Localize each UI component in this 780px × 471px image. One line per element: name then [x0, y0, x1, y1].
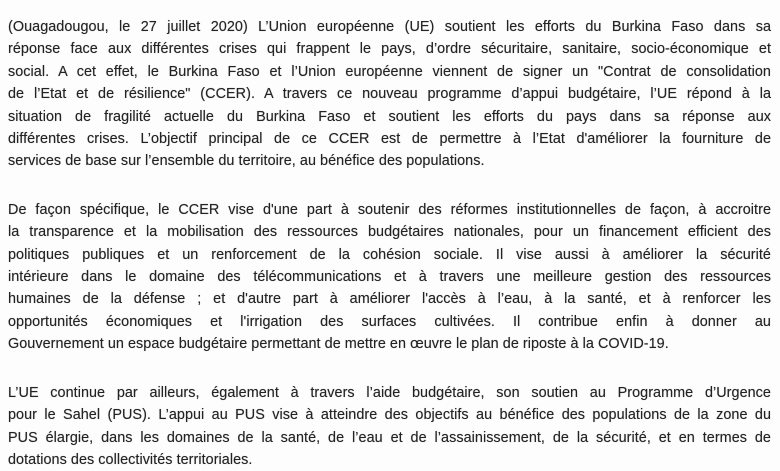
text-line: PUS élargie, dans les domaines de la santé, de l’eau et de l’assainissement, de la sécurité, et en termes de: [8, 429, 771, 446]
text-line: humaines de la défense ; et d'autre part à améliorer l'accès à l’eau, à la santé, et à renforcer les: [8, 291, 771, 308]
text-line: réponse face aux différentes crises qui frappent le pays, d’ordre sécuritaire, sanitaire, socio-économique et: [8, 41, 771, 58]
text-line: pour le Sahel (PUS). L’appui au PUS vise à atteindre des objectifs au bénéfice des populations de la zone du: [8, 407, 771, 424]
text-line: la transparence et la mobilisation des ressources budgétaires nationales, pour un financement efficient des: [8, 224, 771, 241]
text-line: opportunités économiques et l'irrigation des surfaces cultivées. Il contribue enfin à donner au: [8, 313, 771, 330]
paragraph-3: [8, 382, 771, 471]
text-line: (Ouagadougou, le 27 juillet 2020) L’Union européenne (UE) soutient les efforts du Burkina Faso dans sa: [8, 19, 771, 35]
text-line: différentes crises. L’objectif principal de ce CCER est de permettre à l’Etat d'améliorer la fourniture de: [8, 131, 771, 148]
text-line: intérieure dans le domaine des télécommunications et à travers une meilleure gestion des ressources: [8, 269, 771, 286]
paragraph-1: [8, 16, 771, 173]
text-line: situation de fragilité actuelle du Burkina Faso et soutient les efforts du pays dans sa réponse aux: [8, 108, 771, 125]
text-line: social. A cet effet, le Burkina Faso et l’Union européenne viennent de signer un "Contrat de consolidation: [8, 63, 771, 80]
document-text: [8, 16, 771, 471]
text-line: De façon spécifique, le CCER vise d'une part à soutenir des réformes institutionnelles de façon, à accroitre: [8, 201, 771, 218]
text-line: Gouvernement un espace budgétaire permettant de mettre en œuvre le plan de riposte à la COVID-19.: [8, 336, 669, 353]
text-line: L’UE continue par ailleurs, également à travers l’aide budgétaire, son soutien au Programme d’Urgence: [8, 384, 771, 401]
paragraph-2: [8, 199, 771, 356]
text-line: politiques publiques et un renforcement de la cohésion sociale. Il vise aussi à améliorer la sécurité: [8, 246, 771, 263]
text-line: dotations des collectivités territoriales.: [8, 451, 253, 468]
text-line: services de base sur l’ensemble du territoire, au bénéfice des populations.: [8, 153, 485, 170]
text-line: de l’Etat et de résilience" (CCER). A travers ce nouveau programme d’appui budgétaire, l’UE répond à la: [8, 86, 771, 103]
